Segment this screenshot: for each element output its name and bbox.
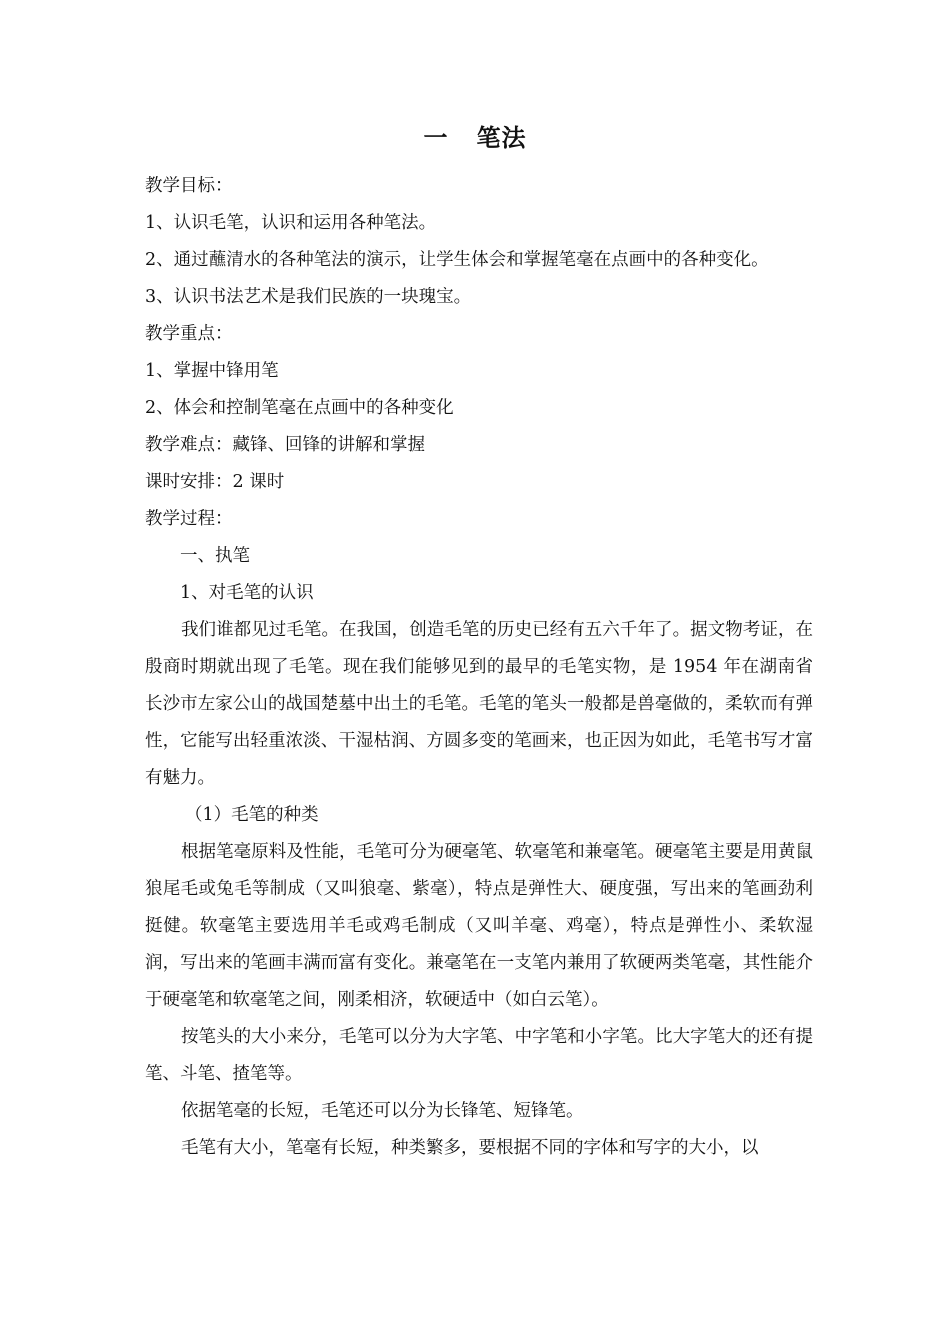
paragraph: 依据笔毫的长短，毛笔还可以分为长锋笔、短锋笔。 (181, 1101, 584, 1121)
key-point-item: 2、体会和控制笔毫在点画中的各种变化 (145, 398, 454, 418)
item-heading: （1）毛笔的种类 (185, 805, 319, 825)
objective-item: 1、认识毛笔，认识和运用各种笔法。 (145, 213, 437, 233)
key-points-heading: 教学重点： (145, 324, 233, 344)
paragraph: 根据笔毫原料及性能，毛笔可分为硬毫笔、软毫笔和兼毫笔。硬毫笔主要是用黄鼠狼尾毛或兔毛等制成（又叫狼毫、紫毫），特点是弹性大、硬度强，写出来的笔画劲利挺健。软毫笔主要选用羊毛或鸡毛制成（又叫羊毫、鸡毫），特点是弹性小、柔软湿润，写出来的笔画丰满而富有变化。兼毫笔在一支笔内兼用了软硬两类笔毫，其性能介于硬毫笔和软毫笔之间，刚柔相济，软硬适中（如白云笔）。 (145, 842, 813, 1010)
process-heading: 教学过程： (145, 509, 233, 529)
title-text: 笔法 (476, 123, 527, 152)
paragraph: 我们谁都见过毛笔。在我国，创造毛笔的历史已经有五六千年了。据文物考证，在殷商时期就出现了毛笔。现在我们能够见到的最早的毛笔实物，是 1954 年在湖南省长沙市左家公山的战国楚墓中出土的毛笔。毛笔的笔头一般都是兽毫做的，柔软而有弹性，它能写出轻重浓淡、干湿枯润、方圆多变的笔画来，也正因为如此，毛笔书写才富有魅力。 (145, 620, 813, 788)
subsection-heading: 1、对毛笔的认识 (180, 583, 314, 603)
key-point-item: 1、掌握中锋用笔 (145, 361, 279, 381)
section-heading: 一、执笔 (180, 546, 250, 566)
difficulty-line: 教学难点：藏锋、回锋的讲解和掌握 (145, 435, 425, 455)
paragraph: 毛笔有大小，笔毫有长短，种类繁多，要根据不同的字体和写字的大小，以 (181, 1138, 759, 1158)
objective-item: 3、认识书法艺术是我们民族的一块瑰宝。 (145, 287, 472, 307)
title-number: 一 (423, 123, 449, 152)
paragraph: 按笔头的大小来分，毛笔可以分为大字笔、中字笔和小字笔。比大字笔大的还有提笔、斗笔、揸笔等。 (145, 1027, 813, 1084)
objective-item: 2、通过蘸清水的各种笔法的演示，让学生体会和掌握笔毫在点画中的各种变化。 (145, 250, 769, 270)
document-body (145, 168, 813, 1167)
schedule-line: 课时安排：2 课时 (145, 472, 285, 492)
objectives-heading: 教学目标： (145, 176, 233, 196)
page-title (0, 118, 950, 153)
